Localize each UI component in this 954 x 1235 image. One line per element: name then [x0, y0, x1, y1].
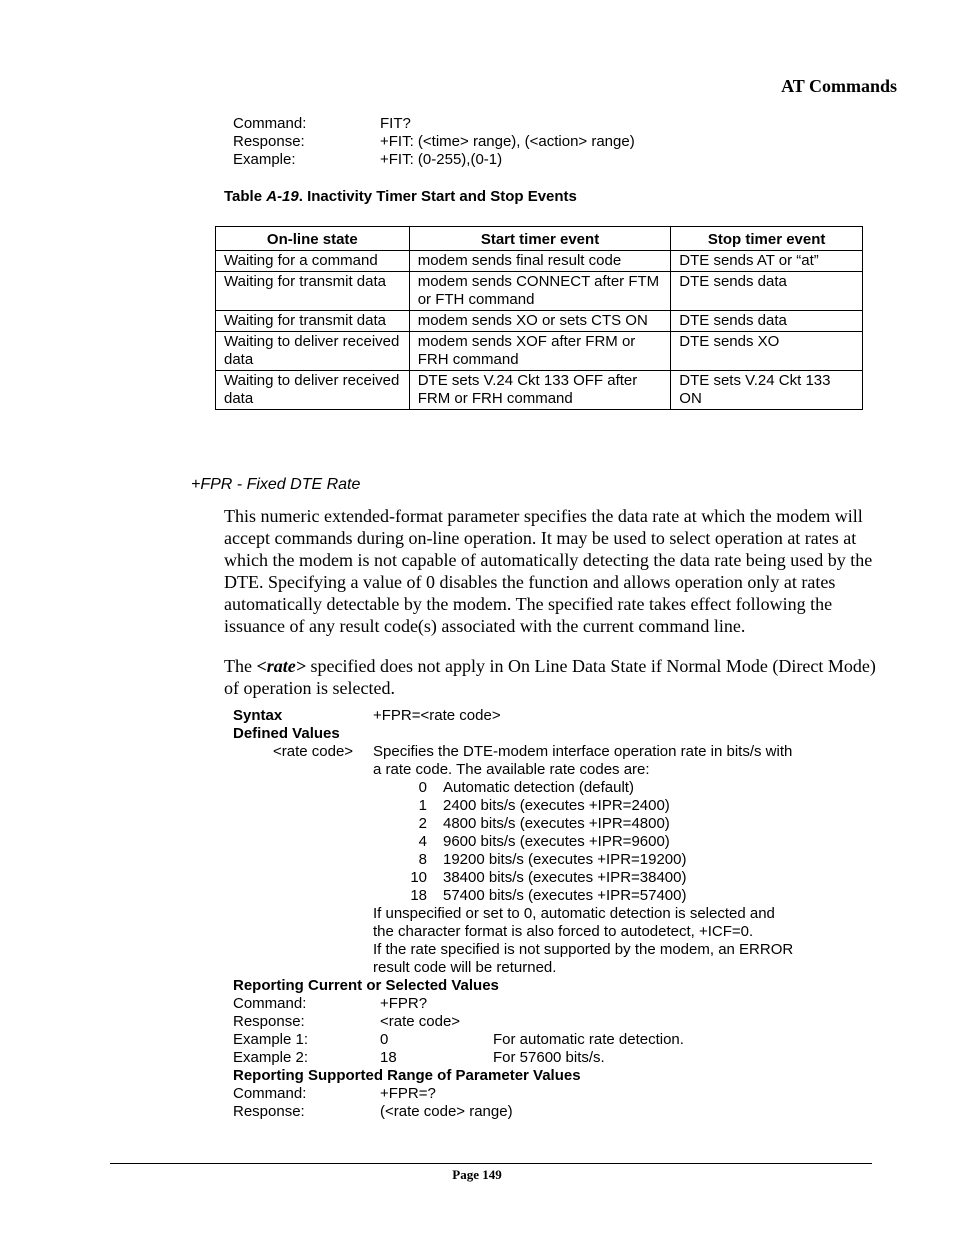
rate-code-text: 57400 bits/s (executes +IPR=57400) — [443, 887, 687, 904]
reporting-current-title: Reporting Current or Selected Values — [233, 977, 499, 994]
rate-code-item — [397, 779, 634, 797]
rate-term: <rate> — [256, 656, 306, 676]
rate-code-number: 4 — [418, 833, 427, 850]
rate-code-item — [397, 797, 670, 815]
table-row — [216, 371, 863, 410]
note-line: If the rate specified is not supported by the modem, an ERROR — [373, 941, 794, 958]
rate-code-item — [397, 887, 687, 905]
table-row — [216, 311, 863, 332]
rate-code-text: Automatic detection (default) — [443, 779, 634, 796]
table-caption-text: . Inactivity Timer Start and Stop Events — [298, 188, 577, 205]
table-row — [216, 332, 863, 371]
rate-code-text: 9600 bits/s (executes +IPR=9600) — [443, 833, 670, 850]
table-cell: modem sends CONNECT after FTM or FTH command — [409, 272, 671, 311]
param-desc-2: a rate code. The available rate codes are: — [373, 761, 650, 778]
table-cell: DTE sets V.24 Ckt 133 OFF after FRM or FRH command — [409, 371, 671, 410]
table-cell: DTE sends data — [671, 272, 863, 311]
example-2-desc: For 57600 bits/s. — [493, 1049, 605, 1066]
note-line: result code will be returned. — [373, 959, 557, 976]
response-label: Response: — [233, 1103, 305, 1120]
rate-code-number: 0 — [418, 779, 427, 796]
table-header-cell: Stop timer event — [671, 227, 863, 251]
table-cell: Waiting for transmit data — [216, 272, 410, 311]
rate-code-text: 19200 bits/s (executes +IPR=19200) — [443, 851, 687, 868]
rate-code-item — [397, 851, 687, 869]
rate-code-text: 2400 bits/s (executes +IPR=2400) — [443, 797, 670, 814]
table-cell: DTE sends XO — [671, 332, 863, 371]
table-caption-prefix: Table — [224, 188, 267, 205]
defined-values-label: Defined Values — [233, 725, 340, 742]
page-number: Page 149 — [452, 1167, 502, 1182]
response-label: Response: — [233, 133, 305, 150]
param-name: <rate code> — [273, 743, 354, 760]
inactivity-timer-table — [215, 226, 863, 410]
response-value: +FIT: (<time> range), (<action> range) — [380, 133, 635, 150]
rate-note-paragraph — [224, 655, 894, 699]
table-row — [216, 272, 863, 311]
rate-code-number: 8 — [418, 851, 427, 868]
table-cell: modem sends final result code — [409, 251, 671, 272]
syntax-label: Syntax — [233, 707, 283, 724]
table-row — [216, 251, 863, 272]
rate-code-number: 2 — [418, 815, 427, 832]
rate-code-item — [397, 815, 670, 833]
command-label: Command: — [233, 995, 307, 1012]
table-cell: DTE sets V.24 Ckt 133 ON — [671, 371, 863, 410]
command-value: +FPR? — [380, 995, 428, 1012]
example-2-label: Example 2: — [233, 1049, 309, 1066]
table-header-row — [216, 227, 863, 251]
example-1-desc: For automatic rate detection. — [493, 1031, 684, 1048]
rate-code-item — [397, 869, 687, 887]
note-line: If unspecified or set to 0, automatic detection is selected and — [373, 905, 775, 922]
description-paragraph: This numeric extended-format parameter specifies the data rate at which the modem will accept commands during on-line operation. It may be used to select operation at rates at which the modem is not capable of automatically detecting the data rate being used by the DTE. Specifying a value of 0 disables the function and allows operation only at rates automatically detectable by the modem. The specified rate takes effect following the issuance of any result code(s) associated with the current command line. — [224, 506, 873, 636]
command-value: FIT? — [380, 115, 411, 132]
note-line: the character format is also forced to autodetect, +ICF=0. — [373, 923, 754, 940]
para2-pre: The — [224, 656, 257, 676]
table-cell: modem sends XO or sets CTS ON — [409, 311, 671, 332]
rate-code-item — [397, 833, 670, 851]
footer-divider — [110, 1163, 872, 1164]
command-label: Command: — [233, 1085, 307, 1102]
table-header-cell: On-line state — [216, 227, 410, 251]
section-title: +FPR - Fixed DTE Rate — [191, 476, 361, 493]
example-label: Example: — [233, 151, 296, 168]
response-value: (<rate code> range) — [380, 1103, 513, 1120]
rate-code-text: 4800 bits/s (executes +IPR=4800) — [443, 815, 670, 832]
page-header-title: AT Commands — [781, 76, 897, 96]
reporting-supported-title: Reporting Supported Range of Parameter Values — [233, 1067, 581, 1084]
table-cell: DTE sends data — [671, 311, 863, 332]
rate-code-text: 38400 bits/s (executes +IPR=38400) — [443, 869, 687, 886]
rate-code-number: 1 — [418, 797, 427, 814]
table-cell: Waiting to deliver received data — [216, 332, 410, 371]
rate-code-number: 18 — [410, 887, 427, 904]
table-cell: Waiting for transmit data — [216, 311, 410, 332]
table-caption — [224, 188, 577, 205]
command-value: +FPR=? — [380, 1085, 436, 1102]
syntax-value: +FPR=<rate code> — [373, 707, 501, 724]
example-1-label: Example 1: — [233, 1031, 309, 1048]
para2-post: specified does not apply in On Line Data State if Normal Mode (Direct Mode) of operation is selected. — [224, 656, 876, 698]
command-label: Command: — [233, 115, 307, 132]
response-value: <rate code> — [380, 1013, 461, 1030]
example-1-value: 0 — [380, 1031, 389, 1048]
table-header-cell: Start timer event — [409, 227, 671, 251]
table-cell: modem sends XOF after FRM or FRH command — [409, 332, 671, 371]
table-cell: Waiting to deliver received data — [216, 371, 410, 410]
example-2-value: 18 — [380, 1049, 397, 1066]
table-caption-id: A-19 — [266, 188, 299, 205]
response-label: Response: — [233, 1013, 305, 1030]
table-cell: DTE sends AT or “at” — [671, 251, 863, 272]
rate-code-number: 10 — [410, 869, 427, 886]
table-cell: Waiting for a command — [216, 251, 410, 272]
example-value: +FIT: (0-255),(0-1) — [380, 151, 503, 168]
param-desc-1: Specifies the DTE-modem interface operation rate in bits/s with — [373, 743, 793, 760]
